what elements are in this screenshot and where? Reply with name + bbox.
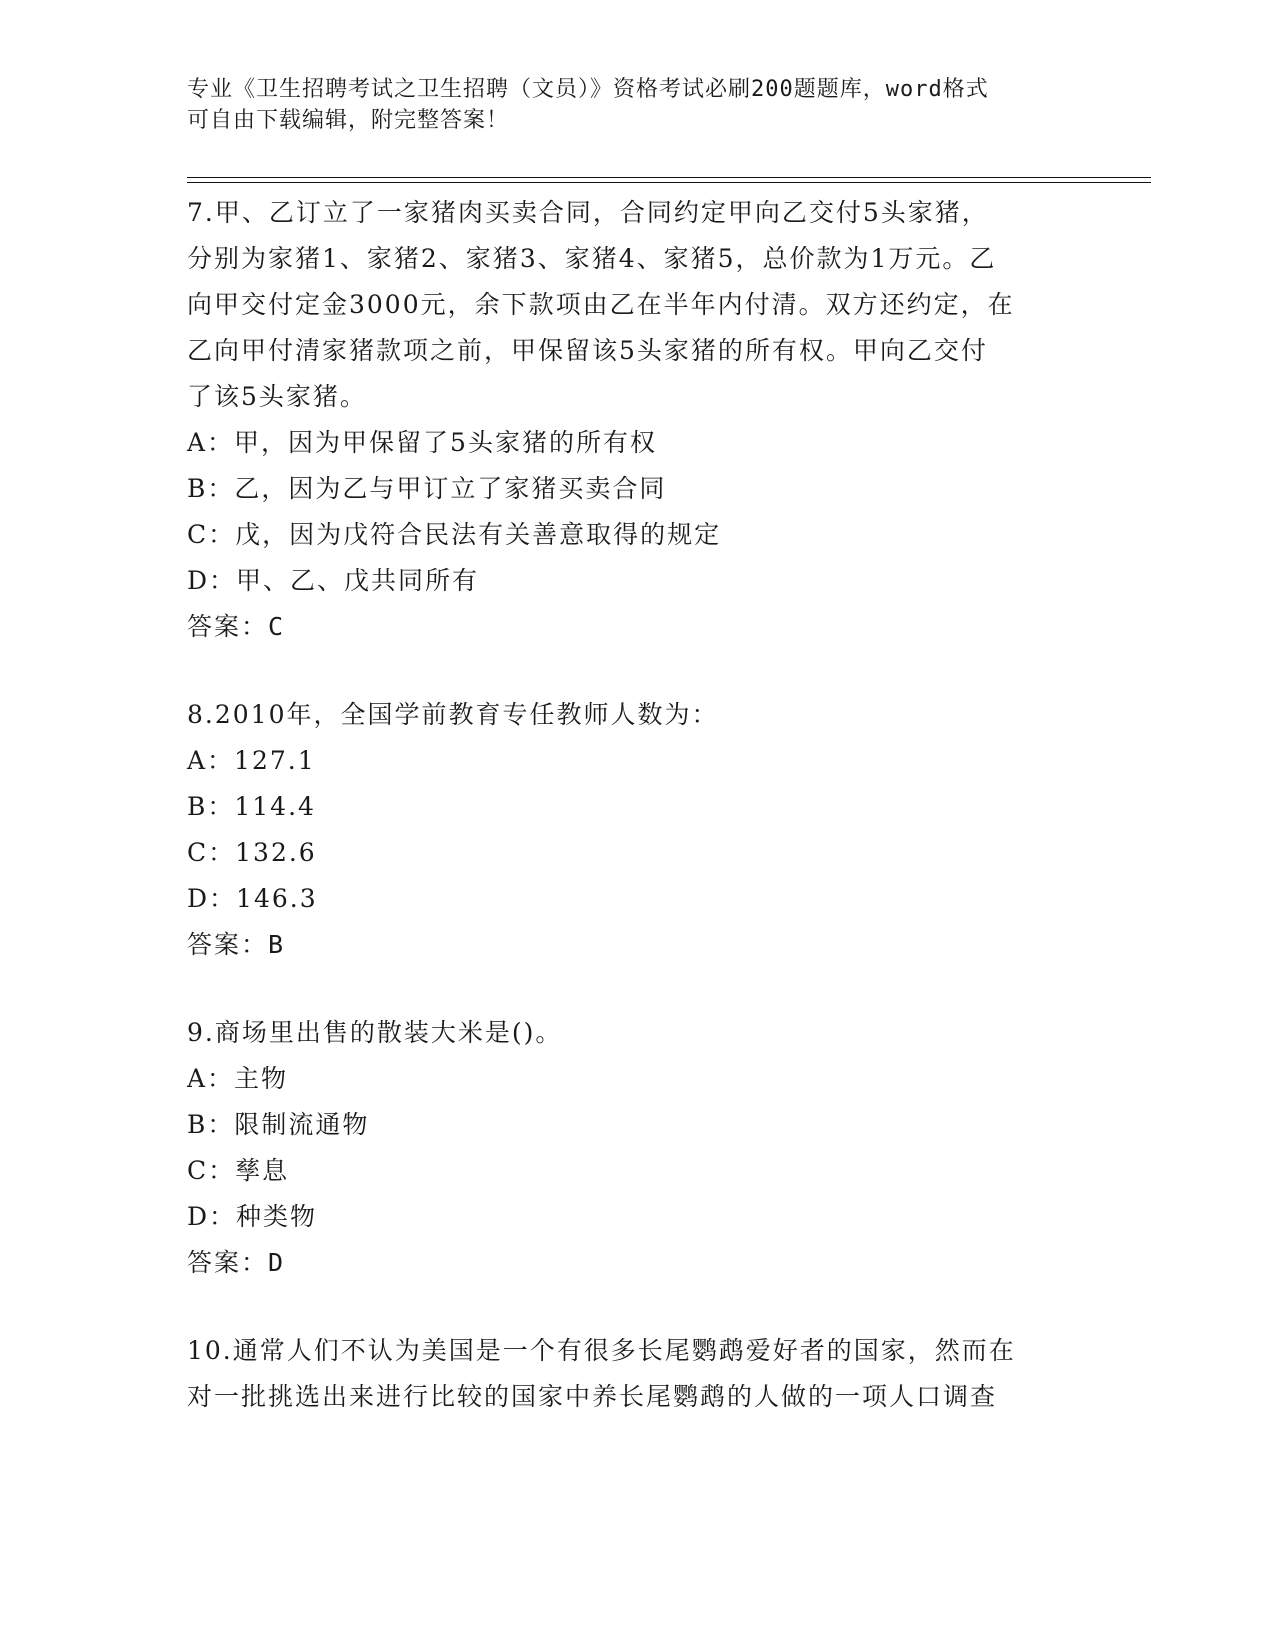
header-rule-bottom [187,182,1151,183]
option-b: B：限制流通物 [187,1110,370,1139]
option-a: A：127.1 [187,746,316,775]
question-stem: 9.商场里出售的散装大米是()。 [187,1018,563,1047]
option-d: D：种类物 [187,1202,318,1231]
spacer [187,968,1087,1010]
question-7 [187,190,1087,650]
option-c: C：孳息 [187,1156,290,1185]
question-stem-line: 了该5头家猪。 [187,382,367,411]
question-stem: 8.2010年，全国学前教育专任教师人数为： [187,700,719,729]
question-stem-line: 10.通常人们不认为美国是一个有很多长尾鹦鹉爱好者的国家，然而在 [187,1336,1016,1365]
header-line-1: 专业《卫生招聘考试之卫生招聘（文员）》资格考试必刷200题题库，word格式 [187,77,989,102]
question-8 [187,692,1087,968]
option-a: A：甲，因为甲保留了5头家猪的所有权 [187,428,657,457]
header-rule-top [187,177,1151,178]
option-a: A：主物 [187,1064,289,1093]
answer-label: 答案：D [187,1248,286,1277]
header-line-2: 可自由下载编辑，附完整答案！ [187,108,510,133]
question-10 [187,1328,1087,1420]
spacer [187,650,1087,692]
question-list [187,190,1087,1420]
option-d: D：甲、乙、戊共同所有 [187,566,480,595]
question-stem-line: 乙向甲付清家猪款项之前，甲保留该5头家猪的所有权。甲向乙交付 [187,336,988,365]
question-stem-line: 对一批挑选出来进行比较的国家中养长尾鹦鹉的人做的一项人口调查 [187,1382,998,1411]
question-9 [187,1010,1087,1286]
option-c: C：132.6 [187,838,317,867]
option-c: C：戊，因为戊符合民法有关善意取得的规定 [187,520,722,549]
question-stem-line: 7.甲、乙订立了一家猪肉买卖合同，合同约定甲向乙交付5头家猪， [187,198,989,227]
option-d: D：146.3 [187,884,318,913]
spacer [187,1286,1087,1328]
option-b: B：114.4 [187,792,316,821]
document-header [187,74,1087,136]
answer-label: 答案：B [187,930,286,959]
question-stem-line: 分别为家猪1、家猪2、家猪3、家猪4、家猪5，总价款为1万元。乙 [187,244,997,273]
question-stem-line: 向甲交付定金3000元，余下款项由乙在半年内付清。双方还约定，在 [187,290,1015,319]
option-b: B：乙，因为乙与甲订立了家猪买卖合同 [187,474,667,503]
answer-label: 答案：C [187,612,286,641]
